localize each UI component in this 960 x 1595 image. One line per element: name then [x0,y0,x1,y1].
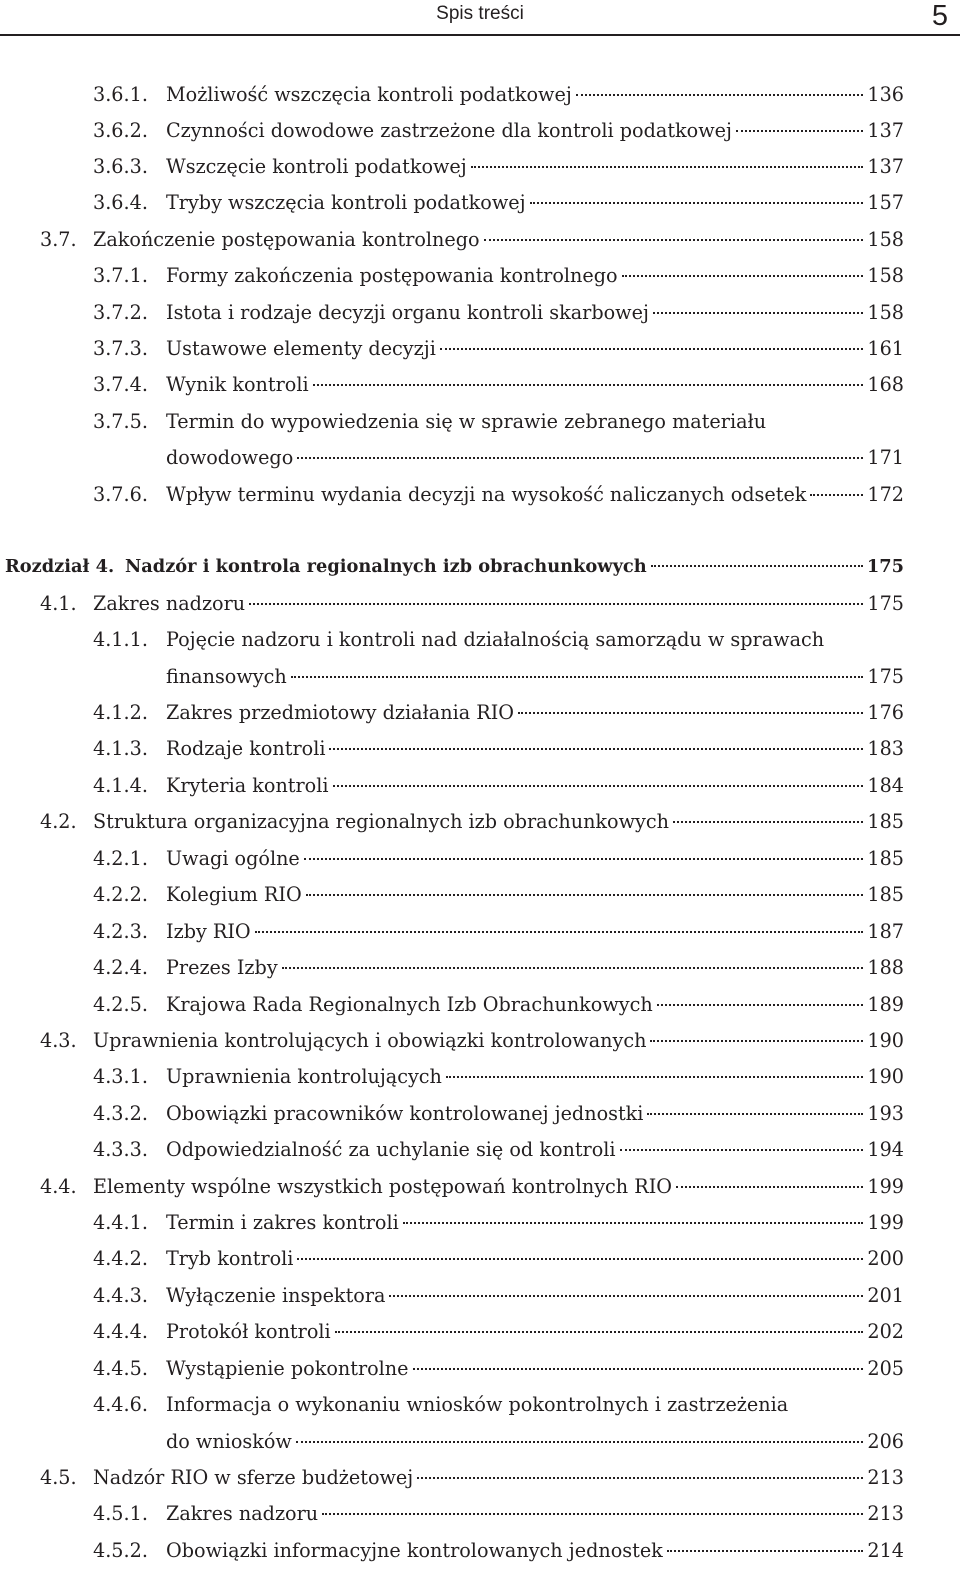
toc-entry-title: Uprawnienia kontrolujących [166,1065,442,1088]
toc-entry-title: Tryb kontroli [166,1247,294,1270]
toc-entry-title: Możliwość wszczęcia kontroli podatkowej [166,83,572,106]
dot-leader [329,748,863,750]
toc-entry-title: Formy zakończenia postępowania kontrolnego [166,264,618,287]
toc-entry [0,1463,960,1493]
toc-entry-title: Zakres przedmiotowy działania RIO [166,701,514,724]
toc-entry-page: 168 [867,373,904,396]
toc-entry [0,734,960,764]
toc-entry-title: Ustawowe elementy decyzji [166,337,436,360]
toc-entry-page: 189 [867,993,904,1016]
toc-entry [0,1062,960,1092]
toc-entry-title-line1: Informacja o wykonaniu wniosków pokontrolnych i zastrzeżenia [166,1393,789,1416]
toc-entry-number: 4.2.2. [93,883,148,906]
toc-entry-title: Struktura organizacyjna regionalnych izb obrachunkowych [93,810,669,833]
toc-entry-number: 3.6.1. [93,83,148,106]
toc-entry-continuation [0,1427,960,1457]
toc-entry-title: Kolegium RIO [166,883,302,906]
toc-entry-title: Wszczęcie kontroli podatkowej [166,155,467,178]
dot-leader [484,239,864,241]
toc-entry [0,807,960,837]
toc-entry-number: 4.4.5. [93,1357,148,1380]
dot-leader [255,931,864,933]
toc-entry [0,953,960,983]
page-header [0,0,960,36]
toc-entry-page: 184 [867,774,904,797]
dot-leader [297,1258,863,1260]
toc-entry-continuation [0,443,960,473]
toc-entry-page: 193 [867,1102,904,1125]
toc-entry-page: 157 [867,191,904,214]
toc-entry-page: 137 [867,119,904,142]
toc-entry-number: 4.4.2. [93,1247,148,1270]
toc-entry [0,1172,960,1202]
toc-entry-page: 183 [867,737,904,760]
toc-entry-title: Wynik kontroli [166,373,309,396]
toc-entry-number: 3.7.6. [93,483,148,506]
toc-entry-page: 206 [867,1430,904,1453]
toc-entry-title: Wpływ terminu wydania decyzji na wysokość naliczanych odsetek [166,483,807,506]
toc-entry-page: 190 [867,1065,904,1088]
toc-entry [0,225,960,255]
toc-entry [0,990,960,1020]
toc-entry-page: 199 [867,1211,904,1234]
dot-leader [313,384,864,386]
toc-entry-page: 185 [867,883,904,906]
toc-entry-number: 4.2.5. [93,993,148,1016]
toc-entry-number: 4.1.3. [93,737,148,760]
toc-entry-page: 158 [867,228,904,251]
toc-chapter-page: 175 [866,556,904,577]
dot-leader [282,967,864,969]
toc-entry [0,1281,960,1311]
toc-entry-page: 136 [867,83,904,106]
toc-entry [0,1499,960,1529]
toc-entry [0,407,960,437]
toc-entry-number: 3.7. [40,228,77,251]
toc-entry-number: 4.3.1. [93,1065,148,1088]
toc-entry-number: 3.6.3. [93,155,148,178]
toc-entry-title: Kryteria kontroli [166,774,329,797]
toc-entry-number: 4.1.1. [93,628,148,651]
toc-entry-title: Wyłączenie inspektora [166,1284,386,1307]
dot-leader [673,821,863,823]
toc-entry-page: 185 [867,847,904,870]
toc-entry-title: Rodzaje kontroli [166,737,326,760]
toc-entry-page: 172 [867,483,904,506]
toc-entry-title: Nadzór RIO w sferze budżetowej [93,1466,414,1489]
toc-entry-number: 3.6.2. [93,119,148,142]
toc-entry-number: 4.2.1. [93,847,148,870]
dot-leader [249,603,863,605]
toc-entry-number: 4.3.2. [93,1102,148,1125]
toc-entry-title: Tryby wszczęcia kontroli podatkowej [166,191,526,214]
toc-entry [0,1026,960,1056]
toc-entry-title: Izby RIO [166,920,251,943]
toc-entry [0,1536,960,1566]
dot-leader [650,1040,863,1042]
toc-entry-title: Prezes Izby [166,956,278,979]
toc-entry-page: 175 [867,592,904,615]
toc-entry-page: 213 [867,1466,904,1489]
toc-entry-number: 4.4. [40,1175,77,1198]
toc-entry-number: 4.2.3. [93,920,148,943]
toc-entry-page: 194 [867,1138,904,1161]
dot-leader [576,94,864,96]
toc-entry [0,589,960,619]
toc-entry [0,698,960,728]
toc-entry-title: Wystąpienie pokontrolne [166,1357,409,1380]
dot-leader [810,494,863,496]
toc-entry-number: 4.5.1. [93,1502,148,1525]
toc-entry-number: 4.5. [40,1466,77,1489]
toc-entry-page: 199 [867,1175,904,1198]
toc-entry [0,116,960,146]
toc-entry-number: 3.7.4. [93,373,148,396]
dot-leader [335,1331,864,1333]
toc-entry [0,1317,960,1347]
toc-entry [0,298,960,328]
toc-entry-title: Protokół kontroli [166,1320,331,1343]
toc-entry [0,80,960,110]
toc-entry-title: finansowych [166,665,287,688]
toc-entry-number: 4.4.3. [93,1284,148,1307]
toc-entry-title: dowodowego [166,446,294,469]
toc-entry-title: Uwagi ogólne [166,847,300,870]
toc-entry-number: 3.7.3. [93,337,148,360]
dot-leader [389,1295,863,1297]
toc-entry-title: Zakończenie postępowania kontrolnego [93,228,480,251]
toc-entry-page: 188 [867,956,904,979]
toc-entry [0,880,960,910]
dot-leader [647,1113,863,1115]
toc-entry-number: 4.4.1. [93,1211,148,1234]
toc-entry-page: 202 [867,1320,904,1343]
dot-leader [306,894,864,896]
dot-leader [322,1513,863,1515]
dot-leader [403,1222,864,1224]
dot-leader [413,1368,864,1370]
dot-leader [440,348,864,350]
toc-entry-page: 200 [867,1247,904,1270]
toc-entry-page: 137 [867,155,904,178]
dot-leader [653,312,863,314]
toc-entry [0,771,960,801]
toc-entry-page: 201 [867,1284,904,1307]
dot-leader [297,457,863,459]
dot-leader [736,130,863,132]
toc-entry-title-line1: Pojęcie nadzoru i kontroli nad działalnością samorządu w sprawach [166,628,825,651]
toc-entry [0,1099,960,1129]
toc-chapter-entry [0,552,960,582]
toc-entry [0,844,960,874]
toc-entry-page: 176 [867,701,904,724]
toc-entry-page: 158 [867,301,904,324]
toc-entry-title: Termin i zakres kontroli [166,1211,399,1234]
toc-entry-number: 4.3. [40,1029,77,1052]
toc-entry-page: 214 [867,1539,904,1562]
toc-entry-number: 3.7.2. [93,301,148,324]
toc-entry-title: Uprawnienia kontrolujących i obowiązki kontrolowanych [93,1029,647,1052]
toc-entry-title: Odpowiedzialność za uchylanie się od kontroli [166,1138,616,1161]
toc-entry [0,334,960,364]
toc-entry [0,480,960,510]
dot-leader [657,1004,864,1006]
dot-leader [304,858,864,860]
toc-entry-title: Istota i rodzaje decyzji organu kontroli skarbowej [166,301,649,324]
toc-entry [0,188,960,218]
toc-entry-page: 205 [867,1357,904,1380]
toc-entry [0,917,960,947]
toc-entry-title: Obowiązki pracowników kontrolowanej jednostki [166,1102,644,1125]
toc-entry [0,1354,960,1384]
dot-leader [530,202,864,204]
dot-leader [651,565,863,567]
dot-leader [471,166,864,168]
toc-entry-continuation [0,662,960,692]
toc-entry-title: do wniosków [166,1430,292,1453]
dot-leader [667,1550,864,1552]
dot-leader [296,1441,864,1443]
dot-leader [446,1076,863,1078]
toc-entry [0,152,960,182]
toc-entry-number: 3.6.4. [93,191,148,214]
toc-entry-page: 190 [867,1029,904,1052]
toc-entry-page: 175 [867,665,904,688]
toc-entry-number: 4.4.4. [93,1320,148,1343]
dot-leader [333,785,864,787]
toc-entry-page: 185 [867,810,904,833]
dot-leader [622,275,864,277]
toc-entry-number: 4.2. [40,810,77,833]
toc-entry-number: 4.4.6. [93,1393,148,1416]
dot-leader [518,712,863,714]
toc-chapter-title: Nadzór i kontrola regionalnych izb obrachunkowych [125,556,647,577]
dot-leader [417,1477,863,1479]
toc-entry [0,1244,960,1274]
toc-entry [0,1390,960,1420]
toc-entry-title: Czynności dowodowe zastrzeżone dla kontroli podatkowej [166,119,732,142]
dot-leader [291,676,864,678]
toc-entry [0,370,960,400]
toc-entry-page: 213 [867,1502,904,1525]
toc-entry-number: 4.2.4. [93,956,148,979]
toc-entry [0,625,960,655]
toc-entry-title: Obowiązki informacyjne kontrolowanych jednostek [166,1539,663,1562]
toc-entry-title: Zakres nadzoru [166,1502,319,1525]
toc-entry-page: 161 [867,337,904,360]
toc-entry-number: 4.1. [40,592,77,615]
toc-entry-number: 3.7.1. [93,264,148,287]
dot-leader [620,1149,864,1151]
toc-entry-title: Krajowa Rada Regionalnych Izb Obrachunkowych [166,993,653,1016]
toc-entry-page: 187 [867,920,904,943]
page-number: 5 [931,0,948,32]
toc-entry-page: 171 [867,446,904,469]
toc-chapter-number: Rozdział 4. [5,556,115,577]
toc-entry [0,1135,960,1165]
toc-entry [0,1208,960,1238]
toc-entry [0,261,960,291]
toc-entry-number: 4.5.2. [93,1539,148,1562]
toc-entry-number: 3.7.5. [93,410,148,433]
toc-entry-number: 4.1.4. [93,774,148,797]
toc-entry-title-line1: Termin do wypowiedzenia się w sprawie zebranego materiału [166,410,767,433]
toc-entry-title: Zakres nadzoru [93,592,246,615]
toc-entry-page: 158 [867,264,904,287]
toc-entry-number: 4.1.2. [93,701,148,724]
dot-leader [676,1186,863,1188]
toc-entry-title: Elementy wspólne wszystkich postępowań kontrolnych RIO [93,1175,673,1198]
running-title: Spis treści [436,3,524,24]
toc-entry-number: 4.3.3. [93,1138,148,1161]
